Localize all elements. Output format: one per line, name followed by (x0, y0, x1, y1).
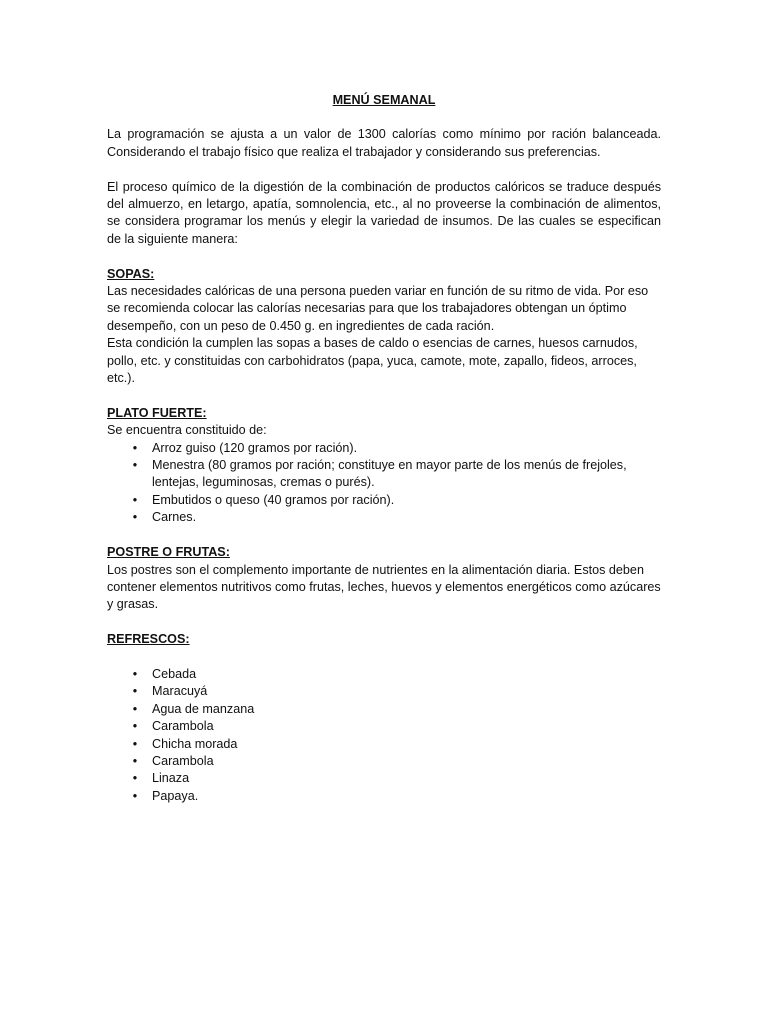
spacer (107, 527, 661, 544)
bullet-icon: • (132, 666, 138, 681)
list-item (107, 457, 661, 492)
spacer (107, 161, 661, 178)
list-item (107, 718, 661, 735)
bullet-icon: • (132, 753, 138, 768)
list-item (107, 736, 661, 753)
list-item-text: Chicha morada (152, 736, 238, 751)
section-heading-sopas: SOPAS: (107, 266, 155, 281)
bullet-icon: • (132, 788, 138, 803)
bullet-icon: • (132, 736, 138, 751)
list-item-text: Linaza (152, 771, 190, 786)
bullet-icon: • (132, 684, 138, 699)
spacer (107, 248, 661, 265)
section-plato-fuerte (107, 405, 661, 527)
sopas-paragraph-2: Esta condición la cumplen las sopas a bases de caldo o esencias de carnes, huesos carnudos, pollo, etc. y constituidas con carbohidratos (papa, yuca, camote, mote, zapallo, fideos, arroces, etc.). (107, 336, 638, 386)
list-item-text: Papaya. (152, 788, 199, 803)
section-heading-plato-fuerte: PLATO FUERTE: (107, 405, 207, 420)
bullet-icon: • (132, 458, 138, 473)
list-item-text: Embutidos o queso (40 gramos por ración). (152, 492, 395, 507)
document-page (107, 92, 661, 805)
bullet-icon: • (132, 492, 138, 507)
list-item-text: Carambola (152, 719, 214, 734)
spacer (107, 649, 661, 666)
bullet-icon: • (132, 771, 138, 786)
sopas-paragraph-1: Las necesidades calóricas de una persona pueden variar en función de su ritmo de vida. Por eso se recomienda colocar las calorías necesarias para que los trabajadores obtengan un óptimo desempeño, con un peso de 0.450 g. en ingredientes de cada ración. (107, 284, 649, 333)
spacer (107, 387, 661, 404)
list-item-text: Agua de manzana (152, 701, 255, 716)
list-item (107, 770, 661, 787)
intro-paragraph-1: La programación se ajusta a un valor de 1300 calorías como mínimo por ración balanceada. Considerando el trabajo físico que realiza el trabajador y considerando sus preferencias. (107, 127, 661, 159)
spacer (107, 614, 661, 631)
bullet-icon: • (132, 510, 138, 525)
list-item (107, 683, 661, 700)
list-item-text: Carnes. (152, 510, 197, 525)
page-title: MENÚ SEMANAL (332, 93, 436, 107)
list-item (107, 509, 661, 526)
section-refrescos (107, 631, 661, 805)
plato-fuerte-list (107, 440, 661, 527)
list-item-text: Carambola (152, 753, 214, 768)
list-item-text: Arroz guiso (120 gramos por ración). (152, 440, 358, 455)
list-item (107, 492, 661, 509)
section-sopas (107, 266, 661, 388)
list-item (107, 666, 661, 683)
list-item (107, 788, 661, 805)
refrescos-list (107, 666, 661, 805)
list-item-text: Cebada (152, 666, 197, 681)
list-item (107, 701, 661, 718)
section-heading-postre: POSTRE O FRUTAS: (107, 545, 230, 560)
bullet-icon: • (132, 701, 138, 716)
postre-paragraph: Los postres son el complemento importante de nutrientes en la alimentación diaria. Estos deben contener elementos nutritivos como frutas, leches, huevos y elementos energéticos como azúcares y grasas. (107, 562, 661, 612)
intro-paragraph-2: El proceso químico de la digestión de la combinación de productos calóricos se traduce después del almuerzo, en letargo, apatía, somnolencia, etc., al no proveerse la combinación de alimentos, se considera programar los menús y elegir la variedad de insumos. De las cuales se especifican de la siguiente manera: (107, 179, 661, 246)
section-postre (107, 544, 661, 614)
section-heading-refrescos: REFRESCOS: (107, 632, 190, 647)
bullet-icon: • (132, 719, 138, 734)
plato-fuerte-intro: Se encuentra constituido de: (107, 423, 267, 438)
bullet-icon: • (132, 440, 138, 455)
list-item-text: Menestra (80 gramos por ración; constituye en mayor parte de los menús de frejoles, lentejas, leguminosas, cremas o purés). (152, 458, 627, 490)
list-item (107, 440, 661, 457)
list-item (107, 753, 661, 770)
list-item-text: Maracuyá (152, 684, 208, 699)
